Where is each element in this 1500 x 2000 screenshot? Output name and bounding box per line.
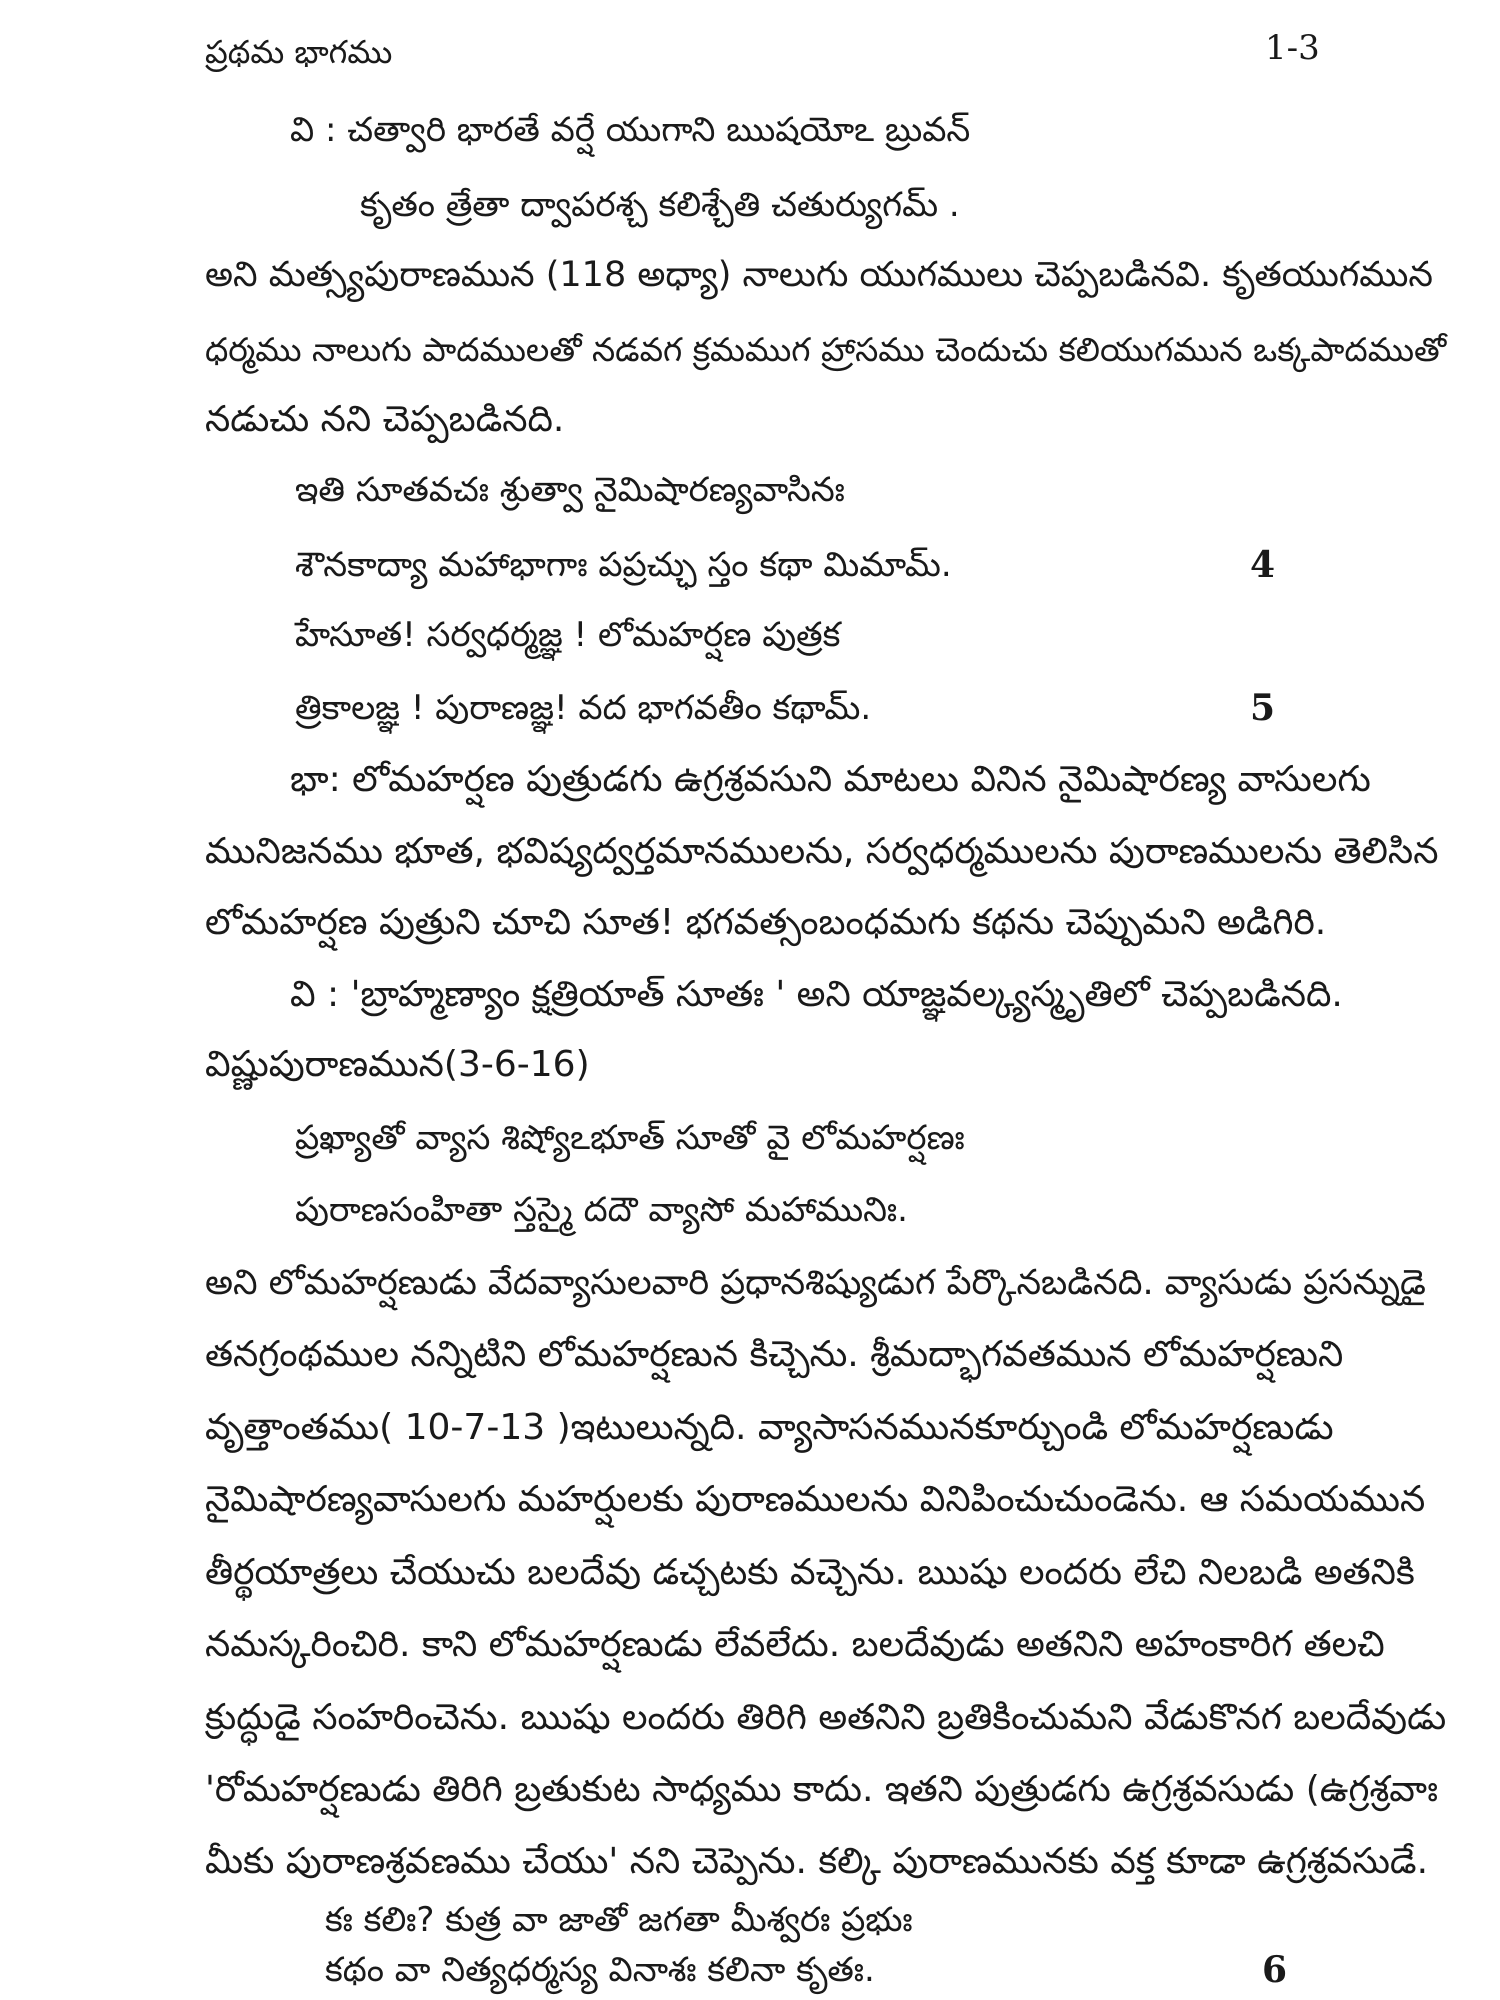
text-line	[0, 460, 1500, 520]
text-line	[0, 1832, 1500, 1892]
text-line	[0, 1325, 1500, 1385]
text-line	[0, 100, 1500, 160]
text-line	[0, 1688, 1500, 1748]
verse-line: కః కలిః? కుత్ర వా జాతో జగతా మీశ్వరః ప్రభుః	[325, 1900, 913, 1940]
prose-line: విష్ణుపురాణమున(3-6-16)	[205, 1044, 590, 1085]
verse-line: పురాణసంహితా స్తస్మై దదౌ వ్యాసో మహామునిః.	[295, 1190, 908, 1230]
text-line	[0, 1760, 1500, 1820]
text-line	[0, 605, 1500, 665]
text-line	[0, 893, 1500, 953]
verse-line: కృతం త్రేతా ద్వాపరశ్చ కలిశ్చేతి చతుర్యుగమ్ .	[360, 185, 960, 225]
prose-line: మీకు పురాణశ్రవణము చేయు' నని చెప్పెను. కల్కి పురాణమునకు వక్త కూడా ఉగ్రశ్రవసుడే.	[205, 1841, 1429, 1882]
part-title: ప్రథమ భాగము	[205, 33, 393, 71]
verse-line: ప్రఖ్యాతో వ్యాస శిష్యోఽభూత్ సూతో వై లోమహర్షణః	[295, 1118, 965, 1158]
text-line	[0, 390, 1500, 450]
text-line	[0, 1470, 1500, 1530]
text-line	[0, 678, 1500, 738]
text-line	[0, 750, 1500, 810]
verse-number: 5	[1250, 687, 1276, 729]
prose-line: నడుచు నని చెప్పబడినది.	[205, 399, 565, 440]
prose-line: నమస్కరించిరి. కాని లోమహర్షణుడు లేవలేదు. బలదేవుడు అతనిని అహంకారిగ తలచి	[205, 1624, 1385, 1665]
text-line	[0, 1180, 1500, 1240]
verse-line: ఇతి సూతవచః శ్రుత్వా నైమిషారణ్యవాసినః	[295, 470, 845, 510]
text-line	[0, 1615, 1500, 1675]
verse-line: త్రికాలజ్ఞ ! పురాణజ్ఞ! వద భాగవతీం కథామ్.	[295, 688, 872, 728]
verse-line: హేసూత! సర్వధర్మజ్ఞ ! లోమహర్షణ పుత్రక	[295, 615, 841, 655]
prose-line: 'రోమహర్షణుడు తిరిగి బ్రతుకుట సాధ్యము కాదు. ఇతని పుత్రుడగు ఉగ్రశ్రవసుడు (ఉగ్రశ్రవాః	[205, 1769, 1438, 1810]
text-line	[0, 1108, 1500, 1168]
prose-line: నైమిషారణ్యవాసులగు మహర్షులకు పురాణములను వినిపించుచుండెను. ఆ సమయమున	[205, 1479, 1426, 1520]
prose-line: ధర్మము నాలుగు పాదములతో నడవగ క్రమముగ హ్రాసము చెందుచు కలియుగమున ఒక్కపాదముతో	[205, 330, 1447, 369]
prose-line: లోమహర్షణ పుత్రుని చూచి సూత! భగవత్సంబంధమగు కథను చెప్పుమని అడిగిరి.	[205, 902, 1327, 943]
text-line	[0, 320, 1500, 380]
verse-line: శౌనకాద్యా మహాభాగాః పప్రచ్ఛు స్తం కథా మిమామ్.	[295, 545, 952, 585]
prose-line: అని మత్స్యపురాణమున (118 అధ్యా) నాలుగు యుగములు చెప్పబడినవి. కృతయుగమున	[205, 255, 1433, 295]
verse-number: 6	[1262, 1949, 1288, 1991]
text-line	[0, 1253, 1500, 1313]
prose-line: వృత్తాంతము( 10-7-13 )ఇటులున్నది. వ్యాసాసనమునకూర్చుండి లోమహర్షణుడు	[205, 1407, 1334, 1448]
verse-number: 4	[1250, 544, 1276, 586]
prose-line: మునిజనము భూత, భవిష్యద్వర్తమానములను, సర్వధర్మములను పురాణములను తెలిసిన	[205, 831, 1439, 872]
prose-line: తనగ్రంథముల నన్నిటిని లోమహర్షణున కిచ్చెను. శ్రీమద్భాగవతమున లోమహర్షణుని	[205, 1334, 1344, 1375]
prose-line: భా: లోమహర్షణ పుత్రుడగు ఉగ్రశ్రవసుని మాటలు వినిన నైమిషారణ్య వాసులగు	[290, 759, 1371, 800]
text-line	[0, 175, 1500, 235]
text-line	[0, 965, 1500, 1025]
text-line	[0, 245, 1500, 305]
text-line	[0, 535, 1500, 595]
prose-line: తీర్థయాత్రలు చేయుచు బలదేవు డచ్చటకు వచ్చెను. ఋషు లందరు లేచి నిలబడి అతనికి	[205, 1552, 1415, 1593]
text-line	[0, 1940, 1500, 1995]
text-line	[0, 822, 1500, 882]
prose-line: వి : 'బ్రాహ్మణ్యాం క్షత్రియాత్ సూతః ' అని యాజ్ఞవల్క్యస్మృతిలో చెప్పబడినది.	[290, 974, 1343, 1015]
text-line	[0, 1543, 1500, 1603]
prose-line: క్రుద్ధుడై సంహరించెను. ఋషు లందరు తిరిగి అతనిని బ్రతికించుమని వేడుకొనగ బలదేవుడు	[205, 1697, 1447, 1738]
verse-line: కథం వా నిత్యధర్మస్య వినాశః కలినా కృతః.	[325, 1950, 875, 1990]
text-line	[0, 1398, 1500, 1458]
page-number: 1-3	[1265, 28, 1320, 68]
text-line	[0, 1035, 1500, 1095]
prose-line: అని లోమహర్షణుడు వేదవ్యాసులవారి ప్రధానశిష్యుడుగ పేర్కొనబడినది. వ్యాసుడు ప్రసన్నుడై	[205, 1263, 1426, 1303]
verse-line: వి : చత్వారి భారతే వర్షే యుగాని ఋషయోఽ బ్రువన్	[290, 110, 971, 150]
